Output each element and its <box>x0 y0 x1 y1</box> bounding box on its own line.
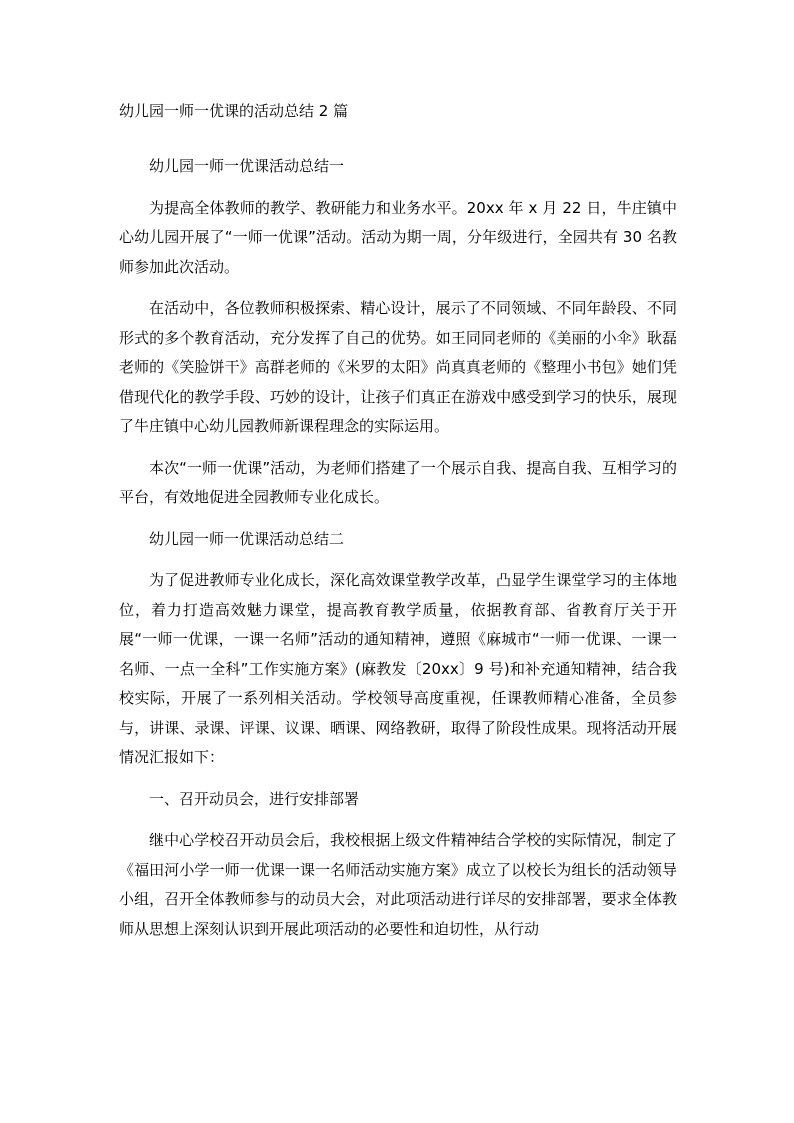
section-1-paragraph-1: 为提高全体教师的教学、教研能力和业务水平。20xx 年 x 月 22 日，牛庄镇中心幼儿园开展了“一师一优课”活动。活动为期一周，分年级进行，全园共有 30 名教师参加此次活动。 <box>119 198 677 276</box>
section-2-paragraph-1: 为了促进教师专业化成长，深化高效课堂教学改革，凸显学生课堂学习的主体地位，着力打造高效魅力课堂，提高教育教学质量，依据教育部、省教育厅关于开展“一师一优课，一课一名师”活动的通知精神，遵照《麻城市“一师一优课、一课一名师、一点一全科”工作实施方案》(麻教发〔20xx〕9 号)和补充通知精神，结合我校实际，开展了一系列相关活动。学校领导高度重视，任课教师精心准备，全员参与，讲课、录课、评课、议课、晒课、网络教研，取得了阶段性成果。现将活动开展情况汇报如下： <box>119 571 677 766</box>
section-1-heading: 幼儿园一师一优课活动总结一 <box>149 157 345 175</box>
section-1-paragraph-3: 本次“一师一优课”活动，为老师们搭建了一个展示自我、提高自我、互相学习的平台，有效地促进全园教师专业化成长。 <box>119 458 677 506</box>
section-2-heading: 幼儿园一师一优课活动总结二 <box>149 529 345 548</box>
document-body <box>119 152 677 956</box>
section-1-paragraph-2: 在活动中，各位教师积极探索、精心设计，展示了不同领域、不同年龄段、不同形式的多个教育活动，充分发挥了自己的优势。如王同同老师的《美丽的小伞》耿磊老师的《笑脸饼干》高群老师的《米罗的太阳》尚真真老师的《整理小书包》她们凭借现代化的教学手段、巧妙的设计，让孩子们真正在游戏中感受到学习的快乐，展现了牛庄镇中心幼儿园教师新课程理念的实际运用。 <box>119 299 677 435</box>
document-title: 幼儿园一师一优课的活动总结 2 篇 <box>119 102 349 120</box>
section-2-subheading: 一、召开动员会，进行安排部署 <box>149 789 360 808</box>
section-2-paragraph-2: 继中心学校召开动员会后，我校根据上级文件精神结合学校的实际情况，制定了《福田河小学一师一优课一课一名师活动实施方案》成立了以校长为组长的活动领导小组，召开全体教师参与的动员大会，对此项活动进行详尽的安排部署，要求全体教师从思想上深刻认识到开展此项活动的必要性和迫切性，从行动 <box>119 831 677 938</box>
